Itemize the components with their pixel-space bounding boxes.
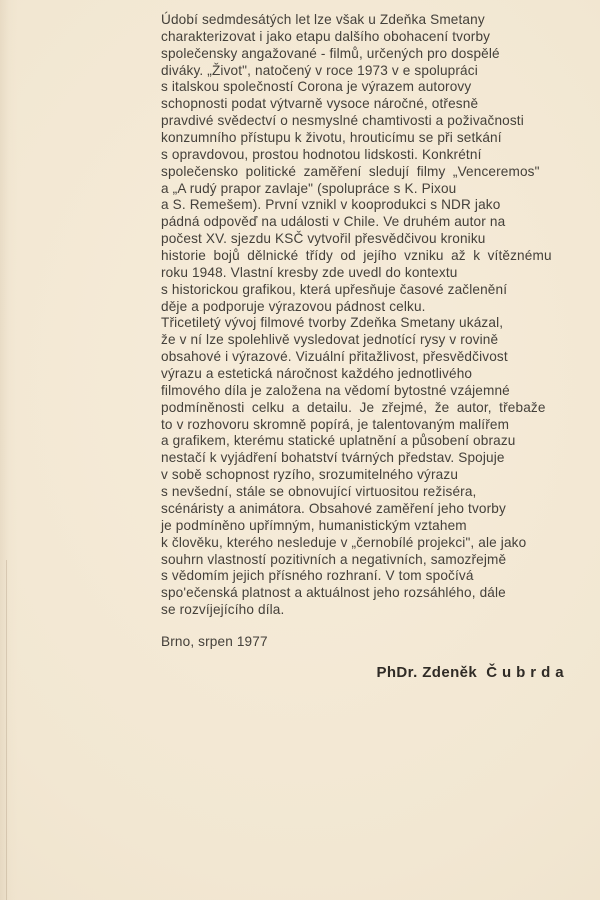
text-line: filmového díla je založena na vědomí bytostné vzájemné bbox=[161, 382, 510, 398]
date-line: Brno, srpen 1977 bbox=[161, 634, 268, 649]
text-line: Třicetiletý vývoj filmové tvorby Zdeňka Smetany ukázal, bbox=[161, 315, 504, 331]
text-line: podmíněnosti celku a detailu. Je zřejmé, že autor, třebaže bbox=[161, 399, 546, 415]
text-line: je podmíněno upřímným, humanistickým vztahem bbox=[161, 517, 467, 533]
text-line: spo'ečenská platnost a aktuálnost jeho rozsáhlého, dále bbox=[161, 585, 506, 601]
text-line: počest XV. sjezdu KSČ vytvořil přesvědčivou kroniku bbox=[161, 231, 486, 247]
text-line: obsahové i výrazové. Vizuální přitažlivost, přesvědčivost bbox=[161, 349, 508, 365]
text-line: s italskou společností Corona je výrazem autorovy bbox=[161, 79, 472, 95]
text-line: pádná odpověď na události v Chile. Ve druhém autor na bbox=[161, 214, 506, 230]
page-edge-crease bbox=[6, 560, 7, 900]
text-line: k člověku, kterého nesleduje v „černobílé projekci", ale jako bbox=[161, 534, 527, 550]
text-line: roku 1948. Vlastní kresby zde uvedl do kontextu bbox=[161, 264, 458, 280]
text-line: a „A rudý prapor zavlaje" (spolupráce s K. Pixou bbox=[161, 180, 457, 196]
text-line: s opravdovou, prostou hodnotou lidskosti. Konkrétní bbox=[161, 146, 482, 162]
text-line: se rozvíjejícího díla. bbox=[161, 602, 285, 618]
text-line: a S. Remešem). První vznikl v kooprodukci s NDR jako bbox=[161, 197, 501, 213]
text-line: nestačí k vyjádření bohatství tvárných představ. Spojuje bbox=[161, 450, 505, 466]
text-line: schopnosti podat výtvarně vysoce náročné, otřesně bbox=[161, 96, 479, 112]
text-line: že v ní lze spolehlivě vysledovat jednotící rysy v rovině bbox=[161, 332, 499, 348]
text-line: Údobí sedmdesátých let lze však u Zdeňka Smetany bbox=[161, 12, 485, 27]
text-line: společensky angažované - filmů, určených pro dospělé bbox=[161, 45, 500, 61]
text-line: s historickou grafikou, která upřesňuje časové začlenění bbox=[161, 281, 508, 297]
text-line: výrazu a estetická náročnost každého jednotlivého bbox=[161, 366, 473, 382]
text-line: a grafikem, kterému statické uplatnění a působení obrazu bbox=[161, 433, 516, 449]
text-line: charakterizovat i jako etapu dalšího obohacení tvorby bbox=[161, 28, 491, 44]
text-line: diváky. „Život", natočený v roce 1973 v e spolupráci bbox=[161, 62, 478, 78]
text-line: souhrn vlastností pozitivních a negativních, samozřejmě bbox=[161, 551, 507, 567]
text-line: historie bojů dělnické třídy od jejího vzniku až k vítěznému bbox=[161, 248, 552, 264]
text-line: to v rozhovoru skromně popírá, je talentovaným malířem bbox=[161, 416, 510, 432]
text-line: v sobě schopnost ryzího, srozumitelného výrazu bbox=[161, 467, 459, 483]
text-line: konzumního přístupu k životu, hrouticímu se při setkání bbox=[161, 130, 502, 146]
text-line: scénáristy a animátora. Obsahové zaměření jeho tvorby bbox=[161, 500, 506, 516]
text-line: společensko politické zaměření sledují filmy „Venceremos" bbox=[161, 163, 540, 179]
signature: PhDr. Zdeněk Č u b r d a bbox=[376, 664, 564, 681]
text-line: pravdivé svědectví o nesmyslné chamtivosti a poživačnosti bbox=[161, 113, 524, 129]
body-text bbox=[161, 12, 583, 619]
text-line: s nevšední, stále se obnovující virtuositou režiséra, bbox=[161, 484, 477, 500]
text-line: s vědomím jejich přísného rozhraní. V tom spočívá bbox=[161, 568, 474, 584]
text-line: děje a podporuje výrazovou pádnost celku. bbox=[161, 298, 426, 314]
